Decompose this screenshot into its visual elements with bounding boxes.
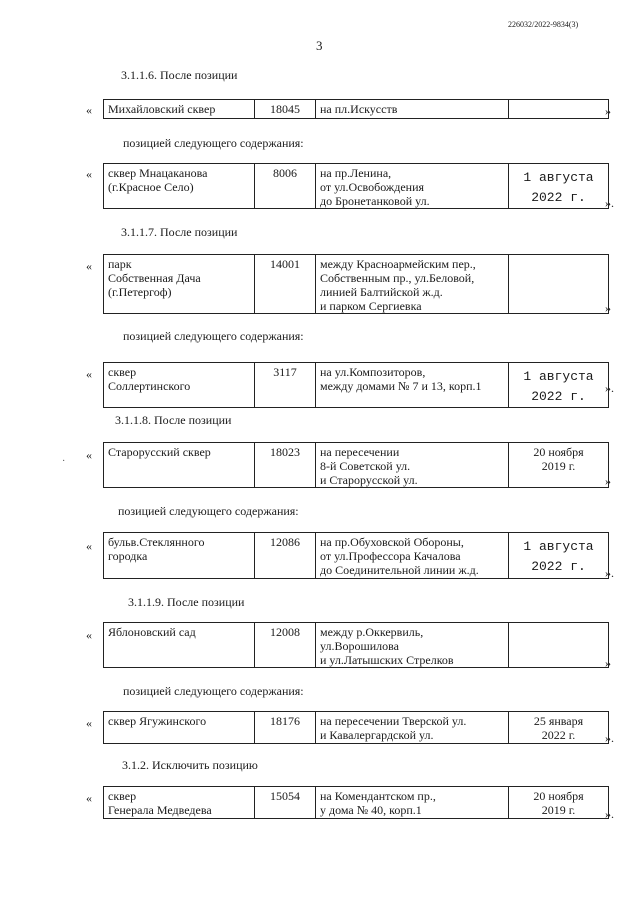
park-name-cell: бульв.Стеклянного городка [104,533,255,579]
code-cell: 14001 [255,255,316,314]
quote-open: « [86,448,92,462]
code-cell: 8006 [255,164,316,209]
date-cell [509,623,609,668]
table-row [103,163,609,209]
park-name-cell: Михайловский сквер [104,100,255,119]
park-name-cell: сквер Соллертинского [104,363,255,408]
date-cell: 1 августа 2022 г. [509,533,609,579]
quote-open: « [86,367,92,381]
date-cell: 1 августа 2022 г. [509,164,609,209]
quote-close: » [605,656,611,670]
quote-open: « [86,539,92,553]
table-row [103,362,609,408]
page-number: 3 [316,38,323,53]
location-cell: на пр.Ленина, от ул.Освобождения до Бронетанковой ул. [316,164,509,209]
code-cell: 18023 [255,443,316,488]
code-cell: 18045 [255,100,316,119]
intro-text: позицией следующего содержания: [123,136,304,150]
park-name-cell: сквер Генерала Медведева [104,787,255,819]
location-cell: на ул.Композиторов, между домами № 7 и 13, корп.1 [316,363,509,408]
location-cell: на пересечении 8-й Советской ул. и Старорусской ул. [316,443,509,488]
quote-close: ». [605,807,614,821]
date-cell: 25 января 2022 г. [509,712,609,744]
code-cell: 12008 [255,623,316,668]
section-heading: 3.1.1.7. После позиции [121,225,238,239]
date-cell: 1 августа 2022 г. [509,363,609,408]
quote-open: « [86,103,92,117]
code-cell: 3117 [255,363,316,408]
park-name-cell: парк Собственная Дача (г.Петергоф) [104,255,255,314]
table-row [103,532,609,579]
location-cell: на пересечении Тверской ул. и Кавалергардской ул. [316,712,509,744]
date-cell: 20 ноября 2019 г. [509,443,609,488]
quote-open: « [86,259,92,273]
quote-close: » [605,301,611,315]
table-row [103,99,609,119]
code-cell: 12086 [255,533,316,579]
section-heading: 3.1.2. Исключить позицию [122,758,258,772]
park-name-cell: Старорусский сквер [104,443,255,488]
location-cell: между р.Оккервиль, ул.Ворошилова и ул.Латышских Стрелков [316,623,509,668]
quote-close: » [605,474,611,488]
document-number: 226032/2022-9834(3) [508,20,579,29]
table-row [103,442,609,488]
location-cell: между Красноармейским пер., Собственным пр., ул.Беловой, линией Балтийской ж.д. и парком Сергиевка [316,255,509,314]
park-name-cell: сквер Ягужинского [104,712,255,744]
park-name-cell: сквер Мнацаканова (г.Красное Село) [104,164,255,209]
code-cell: 15054 [255,787,316,819]
code-cell: 18176 [255,712,316,744]
section-heading: 3.1.1.9. После позиции [128,595,245,609]
location-cell: на пр.Обуховской Обороны, от ул.Профессора Качалова до Соединительной линии ж.д. [316,533,509,579]
date-cell: 20 ноября 2019 г. [509,787,609,819]
quote-close: » [605,104,611,118]
table-row [103,711,609,744]
intro-text: позицией следующего содержания: [123,684,304,698]
quote-close: ». [605,381,614,395]
quote-close: ». [605,196,614,210]
intro-text: позицией следующего содержания: [123,329,304,343]
stray-mark: · [62,456,66,467]
date-cell [509,255,609,314]
location-cell: на Комендантском пр., у дома № 40, корп.1 [316,787,509,819]
section-heading: 3.1.1.6. После позиции [121,68,238,82]
table-row [103,786,609,819]
quote-open: « [86,716,92,730]
date-cell [509,100,609,119]
quote-open: « [86,791,92,805]
location-cell: на пл.Искусств [316,100,509,119]
quote-close: ». [605,566,614,580]
table-row [103,622,609,668]
intro-text: позицией следующего содержания: [118,504,299,518]
quote-open: « [86,628,92,642]
quote-close: ». [605,731,614,745]
table-row [103,254,609,314]
park-name-cell: Яблоновский сад [104,623,255,668]
quote-open: « [86,167,92,181]
section-heading: 3.1.1.8. После позиции [115,413,232,427]
